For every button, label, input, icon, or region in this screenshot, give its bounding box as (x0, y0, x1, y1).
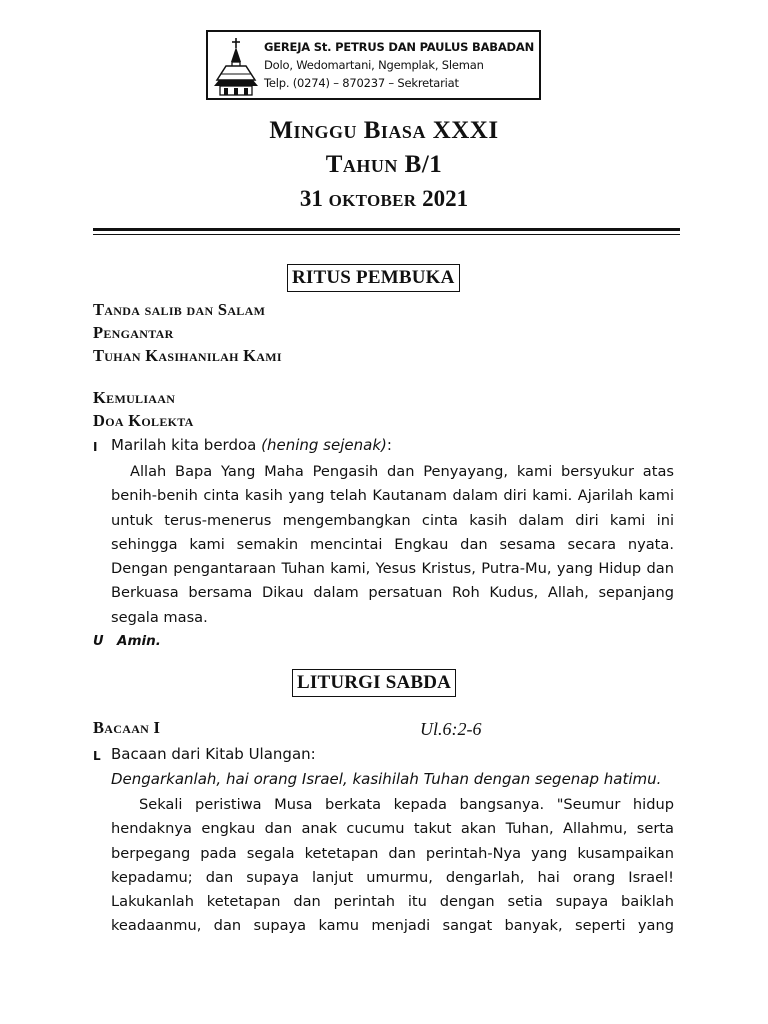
title-year: Tahun B/1 (325, 151, 443, 178)
church-address: Dolo, Wedomartani, Ngemplak, Sleman (264, 58, 484, 72)
rite-item-kyrie: Tuhan Kasihanilah Kami (93, 346, 282, 365)
reading-intro: Bacaan dari Kitab Ulangan: (111, 745, 316, 763)
rite-item-gloria: Kemuliaan (93, 388, 176, 407)
reading-line: Lakukanlah ketetapan dan perintah itu dengan setia supaya baiklah (111, 893, 674, 911)
reading-reference: Ul.6:2-6 (420, 719, 482, 739)
collect-line: untuk terus-menerus mengembangkan cinta kasih dalam diri kami ini (111, 511, 674, 529)
collect-line: Dengan pengantaraan Tuhan kami, Yesus Kristus, Putra-Mu, yang Hidup dan (111, 560, 674, 578)
reading-line: hendaknya engkau dan anak cucumu takut akan Tuhan, Allahmu, serta (111, 820, 674, 838)
church-building-logo (214, 36, 258, 96)
rite-item-sign-of-cross: Tanda salib dan Salam (93, 300, 266, 319)
rite-item-introduction: Pengantar (93, 323, 174, 342)
section-heading-ritus-pembuka: RITUS PEMBUKA (287, 264, 460, 292)
rite-item-collect: Doa Kolekta (93, 411, 194, 430)
church-contact: Telp. (0274) – 870237 – Sekretariat (264, 76, 459, 90)
section-heading-liturgi-sabda: LITURGI SABDA (292, 669, 456, 697)
church-name: GEREJA St. PETRUS DAN PAULUS BABADAN (264, 40, 535, 54)
role-people: U (93, 634, 104, 649)
reading-theme: Dengarkanlah, hai orang Israel, kasihilah Tuhan dengan segenap hatimu. (111, 770, 662, 788)
date-day: 31 (299, 186, 323, 211)
reading-line: berpegang pada segala ketetapan dan perintah-Nya yang kusampaikan (111, 844, 674, 862)
priest-invitation-text: Marilah kita berdoa (111, 436, 262, 454)
role-lector: L (93, 749, 101, 763)
title-double-rule (93, 228, 680, 235)
reading-line: kepadamu; dan supaya lanjut umurmu, dengarlah, hai orang Israel! (111, 868, 674, 886)
collect-line: sehingga kami semakin mencintai Engkau dan sesama secara nyata. (111, 535, 674, 553)
title-week: Minggu Biasa XXXI (269, 117, 499, 144)
reading-line: keadaanmu, dan supaya kamu menjadi sangat banyak, seperti yang (111, 917, 674, 935)
collect-line: Allah Bapa Yang Maha Pengasih dan Penyayang, kami bersyukur atas (130, 463, 674, 480)
collect-line: benih-benih cinta kasih yang telah Kautanam dalam diri kami. Ajarilah kami (111, 487, 674, 505)
priest-invitation-note: (hening sejenak) (261, 436, 387, 454)
role-priest: I (93, 440, 98, 454)
date-month: OKTOBER (328, 191, 417, 210)
collect-line: segala masa. (111, 608, 208, 626)
title-date (0, 186, 768, 212)
reading-title: Bacaan I (93, 718, 161, 737)
priest-invitation-colon: : (386, 436, 392, 454)
people-response-amen: Amin. (117, 633, 161, 649)
date-year: 2021 (422, 186, 469, 211)
priest-invitation (111, 436, 392, 454)
collect-line: Berkuasa bersama Dikau dalam persatuan Roh Kudus, Allah, sepanjang (111, 584, 674, 602)
reading-line: Sekali peristiwa Musa berkata kepada bangsanya. "Seumur hidup (139, 796, 674, 813)
church-header-box (206, 30, 541, 100)
reading-text (111, 793, 674, 939)
collect-prayer (111, 460, 674, 630)
